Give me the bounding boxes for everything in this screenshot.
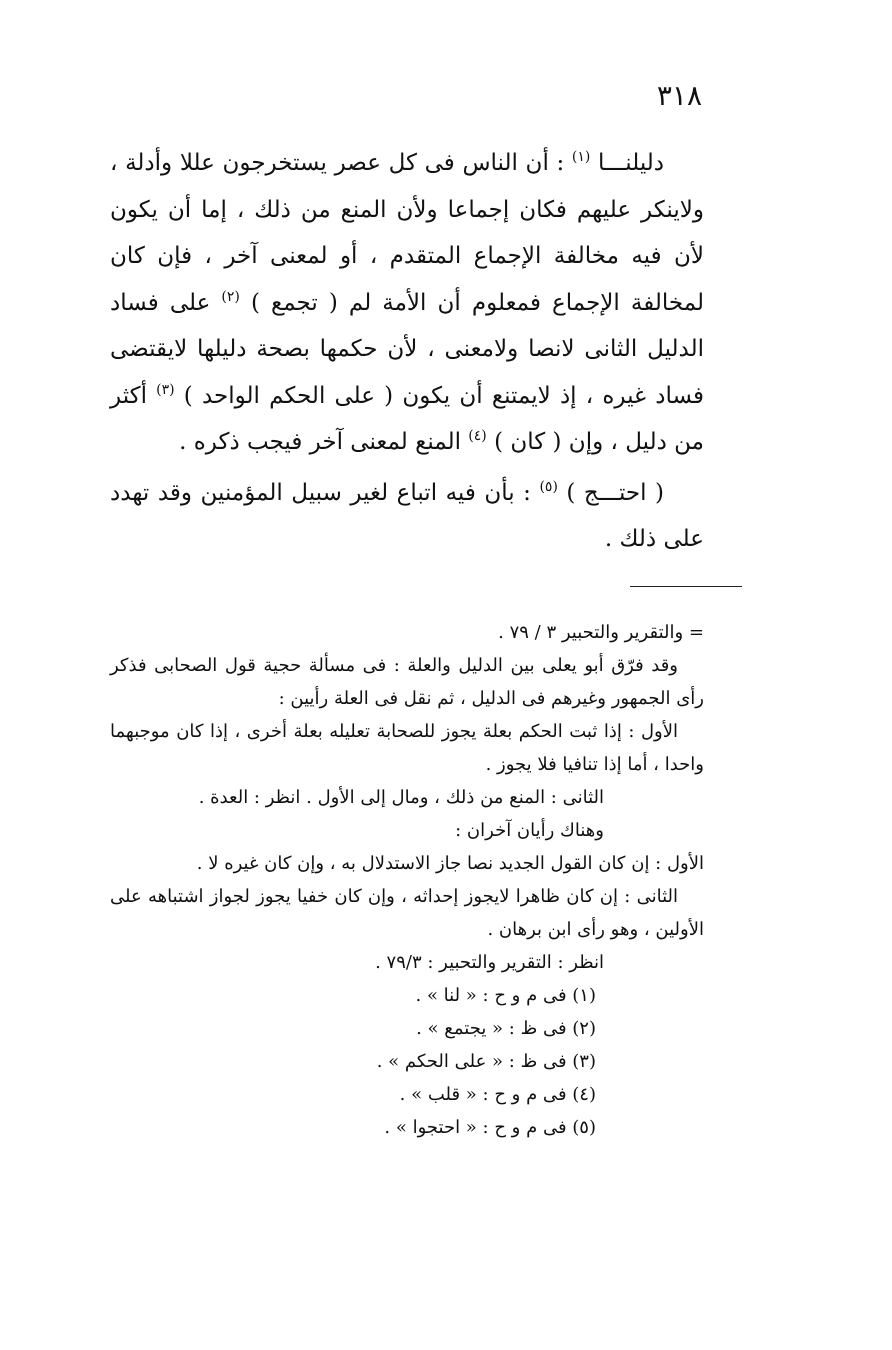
footnote-note-2: (٢) فى ظ : « يجتمع » .	[416, 1018, 596, 1039]
footnotes	[110, 616, 704, 1144]
footnote-text-line: الأول : إذا ثبت الحكم بعلة يجوز للصحابة تعليله بعلة أخرى ، إذا كان موجبهما واحدا ، أما إذا تنافيا فلا يجوز .	[110, 721, 704, 775]
footnote-text-line: الثانى : إن كان ظاهرا لايجوز إحداثه ، وإن كان خفيا يجوز لجواز اشتباهه على الأولين ، وهو رأى ابن برهان .	[110, 886, 704, 940]
footnote-text-line: الأول : إن كان القول الجديد نصا جاز الاستدلال به ، وإن كان غيره لا .	[196, 853, 704, 874]
footnote-marker: (١)	[571, 149, 591, 165]
footnote-text-line: الثانى : المنع من ذلك ، ومال إلى الأول . انظر : العدة .	[198, 787, 604, 808]
footnote-separator	[630, 586, 742, 587]
footnote-continuation: = والتقرير والتحبير ٣ / ٧٩ .	[498, 622, 704, 643]
footnote-marker: (٥)	[539, 478, 558, 495]
footnote-note-5: (٥) فى م و ح : « احتجوا » .	[384, 1117, 596, 1138]
paragraph-objection: ( احتـــج ) $^{(٥)}$ : بأن فيه اتباع لغير سبيل المؤمنين وقد تهدد على ذلك .	[110, 478, 704, 552]
footnote-text-line: وقد فرّق أبو يعلى بين الدليل والعلة : فى مسألة حجية قول الصحابى فذكر رأى الجمهور وغيرهم فى الدليل ، ثم نقل فى العلة رأيين :	[110, 655, 704, 709]
footnote-marker: (٤)	[468, 428, 487, 444]
page-number: ٣١٨	[656, 79, 702, 112]
footnote-text-line: وهناك رأيان آخران :	[455, 820, 604, 841]
footnote-marker: (٣)	[156, 381, 175, 398]
paragraph-argument: دليلنـــا $^{(١)}$ : أن الناس فى كل عصر يستخرجون عللا وأدلة ، ولاينكر عليهم فكان إجماعا ولأن المنع من ذلك ، إما أن يكون لأن فيه مخالفة الإجماع المتقدم ، أو لمعنى آخر ، فإن كان لمخالفة الإجماع فمعلوم أن الأمة لم ( تجمع ) $^{(٢)}$ على فساد الدليل الثانى لانصا ولامعنى ، لأن حكمها بصحة دليلها لايقتضى فساد غيره ، إذ لايمتنع أن يكون ( على الحكم الواحد ) $^{(٣)}$ أكثر من دليل ، وإن ( كان ) $^{(٤)}$ المنع لمعنى آخر فيجب ذكره .	[110, 149, 704, 455]
main-text	[110, 140, 704, 563]
footnote-marker: (٢)	[221, 288, 240, 305]
footnote-note-3: (٣) فى ظ : « على الحكم » .	[376, 1051, 596, 1072]
footnote-text-line: انظر : التقرير والتحبير : ٧٩/٣ .	[375, 952, 604, 973]
footnote-note-1: (١) فى م و ح : « لنا » .	[415, 985, 596, 1006]
footnote-note-4: (٤) فى م و ح : « قلب » .	[399, 1084, 596, 1105]
